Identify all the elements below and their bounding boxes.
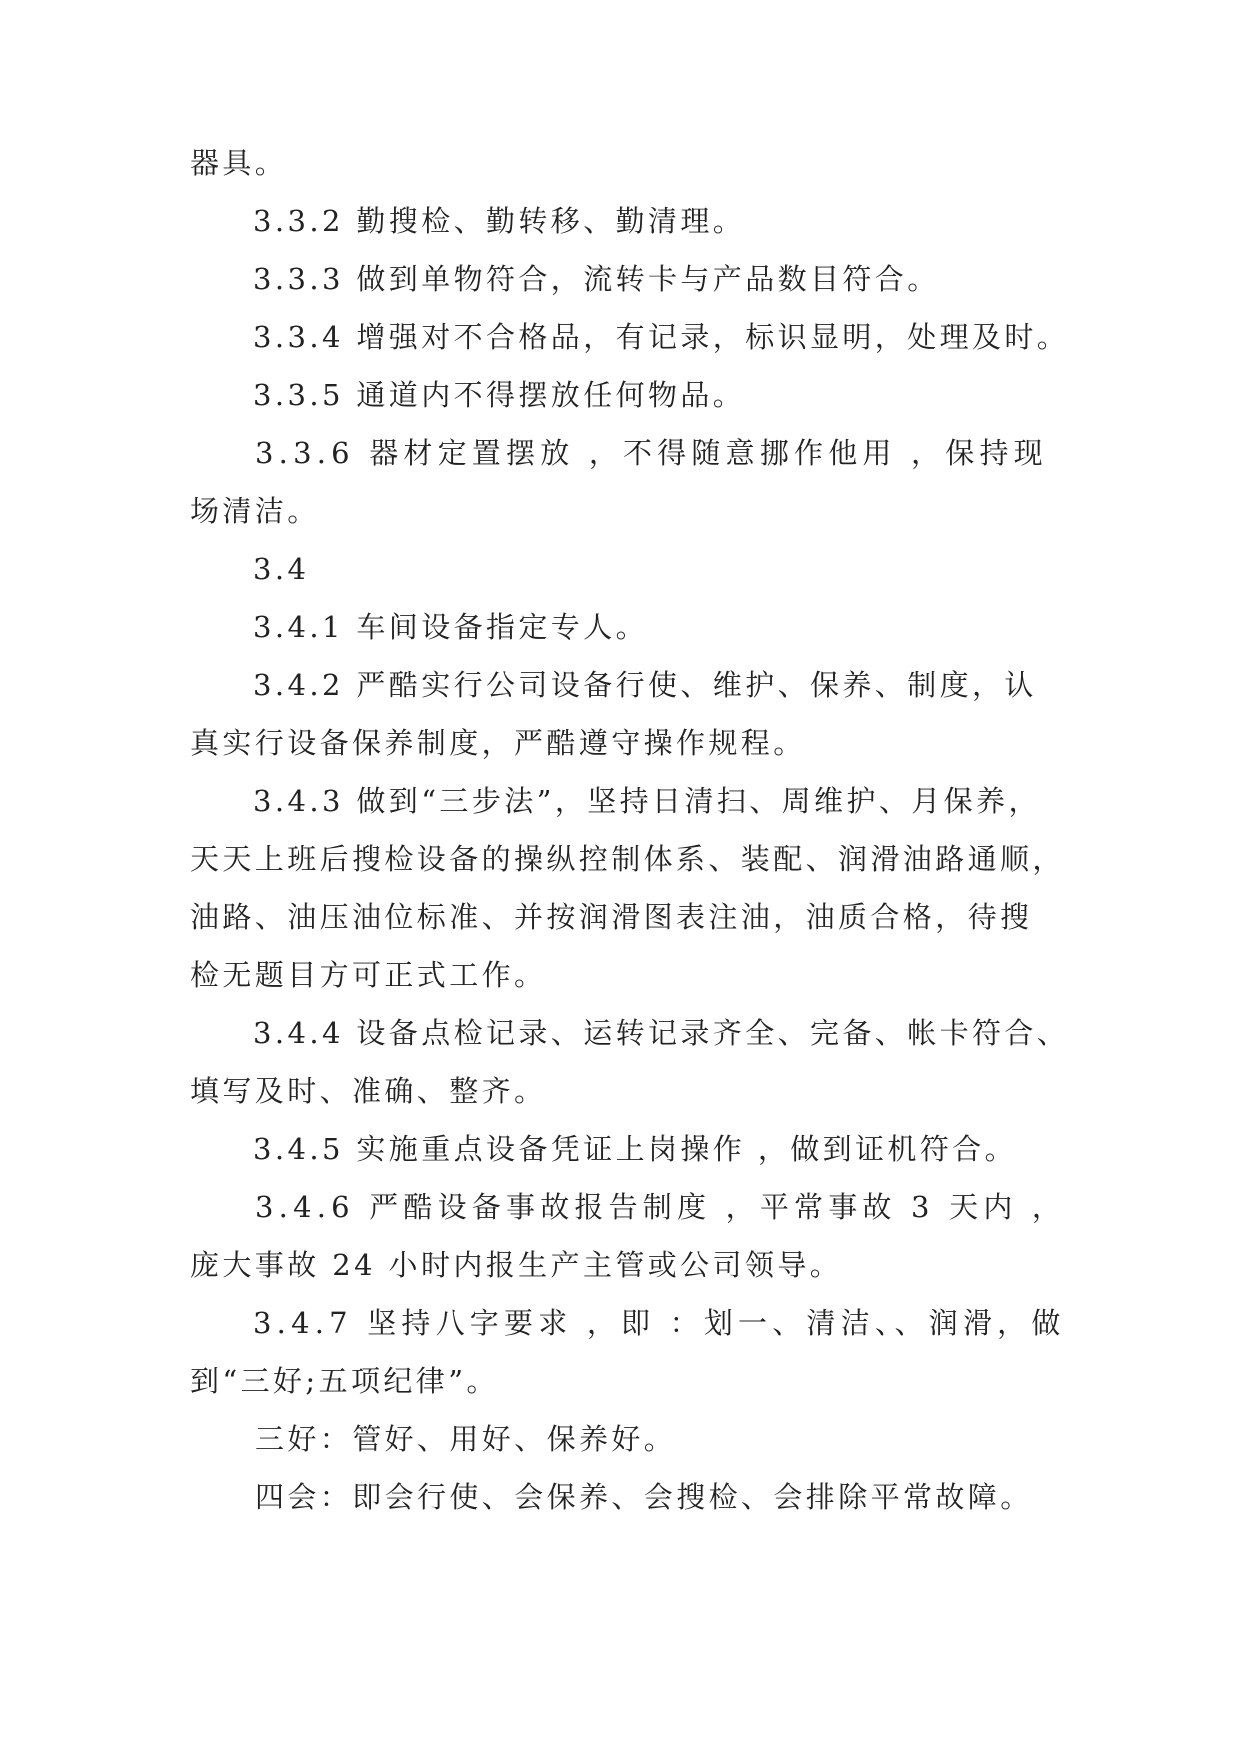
text-line-3-4-6: 3.4.6 严酷设备事故报告制度 ，平常事故 3 天内 ， [255, 1190, 1067, 1224]
text-line-3-4-1: 3.4.1 车间设备指定专人。 [253, 610, 649, 644]
text-line-3-3-3: 3.3.3 做到单物符合，流转卡与产品数目符合。 [253, 262, 940, 296]
text-line-3-4-5: 3.4.5 实施重点设备凭证上岗操作 ，做到证机符合。 [253, 1132, 1018, 1166]
text-line-3-4-2: 3.4.2 严酷实行公司设备行使、维护、保养、制度，认 [253, 668, 1037, 702]
text-line-3-4-3-cont-1: 天天上班后搜检设备的操纵控制体系、装配、润滑油路通顺， [190, 842, 1065, 876]
section-heading-3-4: 3.4 [253, 552, 310, 586]
text-line-3-3-5: 3.3.5 通道内不得摆放任何物品。 [253, 378, 746, 412]
text-line-3-4-7-cont: 到“三好;五项纪律”。 [190, 1364, 499, 1398]
text-line-continuation: 器具。 [190, 146, 288, 180]
text-line-3-4-2-cont: 真实行设备保养制度，严酷遵守操作规程。 [190, 726, 806, 760]
text-line-3-4-3-cont-2: 油路、油压油位标准、并按润滑图表注油，油质合格，待搜 [190, 900, 1033, 934]
text-line-3-4-3-cont-3: 检无题目方可正式工作。 [190, 958, 547, 992]
text-line-3-3-4: 3.3.4 增强对不合格品，有记录，标识显明，处理及时。 [253, 320, 1070, 354]
text-line-four-skills: 四会：即会行使、会保养、会搜检、会排除平常故障。 [255, 1480, 1033, 1514]
text-line-3-4-7: 3.4.7 坚持八字要求 ，即 ：划一、清洁、、润滑，做 [253, 1306, 1066, 1340]
text-line-3-4-3: 3.4.3 做到“三步法”，坚持日清扫、周维护、月保养， [253, 784, 1041, 818]
text-line-3-4-4-cont: 填写及时、准确、整齐。 [190, 1074, 547, 1108]
text-line-3-3-2: 3.3.2 勤搜检、勤转移、勤清理。 [253, 204, 746, 238]
text-line-3-4-4: 3.4.4 设备点检记录、运转记录齐全、完备、帐卡符合、 [253, 1016, 1070, 1050]
text-line-3-4-6-cont: 庞大事故 24 小时内报生产主管或公司领导。 [190, 1248, 843, 1282]
text-line-3-3-6-cont: 场清洁。 [190, 494, 320, 528]
text-line-3-3-6: 3.3.6 器材定置摆放 ，不得随意挪作他用 ，保持现 [255, 436, 1048, 470]
text-line-three-goods: 三好：管好、用好、保养好。 [255, 1422, 677, 1456]
